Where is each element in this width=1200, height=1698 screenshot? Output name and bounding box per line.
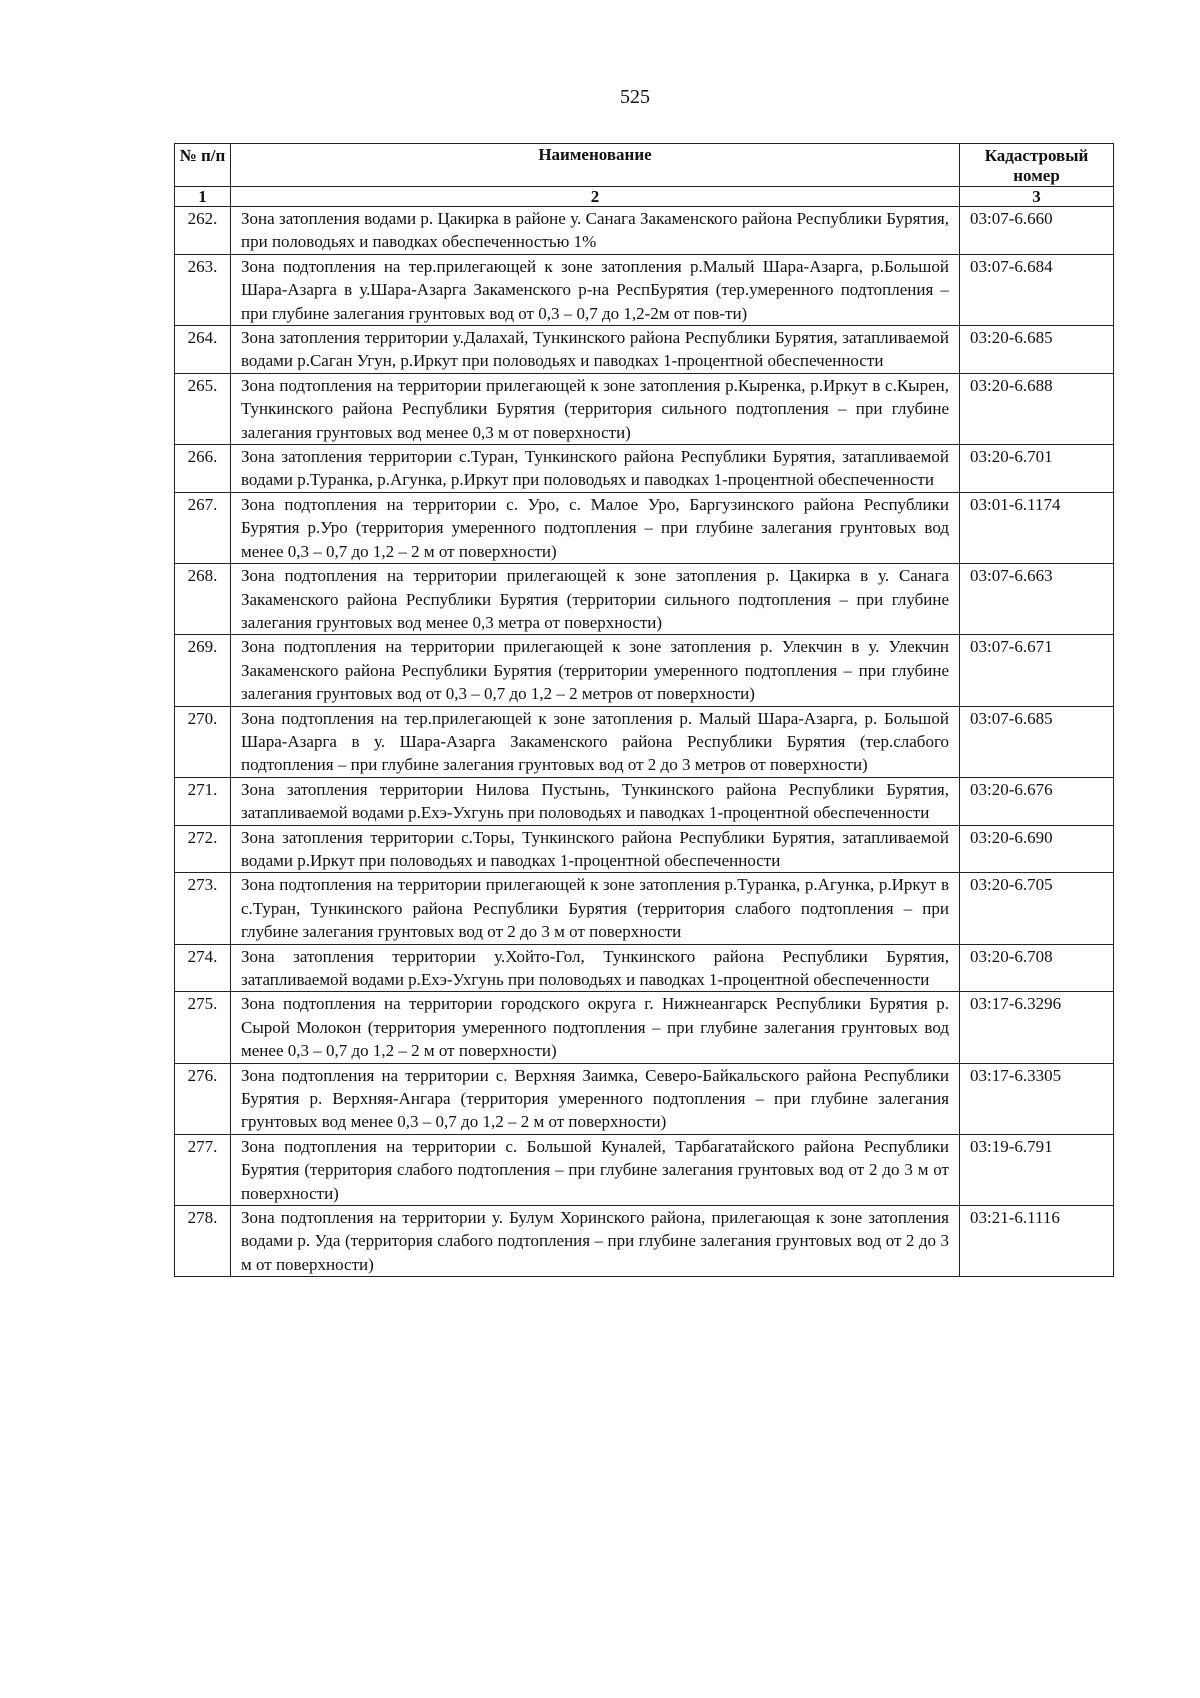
cadastral-number: 03:01-6.1174 [960, 492, 1114, 563]
row-number: 266. [175, 445, 231, 493]
cadastral-number: 03:20-6.685 [960, 326, 1114, 374]
row-number: 265. [175, 373, 231, 444]
zone-name: Зона подтопления на территории прилегающей к зоне затопления р.Кыренка, р.Иркут в с.Кырен, Тункинского района Республики Бурятия (территория сильного подтопления – при глубине залегания грунтовых вод менее 0,3 м от поверхности) [231, 373, 960, 444]
zone-name: Зона затопления территории Нилова Пустынь, Тункинского района Республики Бурятия, затапливаемой водами р.Ехэ-Ухгунь при половодьях и паводках 1-процентной обеспеченности [231, 777, 960, 825]
page-number: 525 [620, 86, 650, 108]
header-row [175, 144, 1114, 187]
zones-table [174, 143, 1114, 1277]
zone-name: Зона затопления территории с.Торы, Тункинского района Республики Бурятия, затапливаемой водами р.Иркут при половодьях и паводках 1-процентной обеспеченности [231, 825, 960, 873]
zone-name: Зона подтопления на тер.прилегающей к зоне затопления р. Малый Шара-Азарга, р. Большой Шара-Азарга в у. Шара-Азарга Закаменского района Республики Бурятия (тер.слабого подтопления – при глубине залегания грунтовых вод от 2 до 3 метров от поверхности) [231, 706, 960, 777]
row-number: 275. [175, 992, 231, 1063]
row-number: 263. [175, 254, 231, 325]
cadastral-number: 03:07-6.684 [960, 254, 1114, 325]
cadastral-number: 03:07-6.671 [960, 635, 1114, 706]
cadastral-number: 03:17-6.3296 [960, 992, 1114, 1063]
zone-name: Зона затопления территории у.Далахай, Тункинского района Республики Бурятия, затапливаемой водами р.Саган Угун, р.Иркут при половодьях и паводках 1-процентной обеспеченности [231, 326, 960, 374]
header-name: Наименование [231, 144, 960, 187]
table-row [175, 777, 1114, 825]
column-number: 3 [960, 187, 1114, 207]
cadastral-number: 03:19-6.791 [960, 1134, 1114, 1205]
row-number: 272. [175, 825, 231, 873]
table-row [175, 492, 1114, 563]
cadastral-number: 03:07-6.660 [960, 207, 1114, 255]
zone-name: Зона подтопления на тер.прилегающей к зоне затопления р.Малый Шара-Азарга, р.Большой Шара-Азарга в у.Шара-Азарга Закаменского р-на РеспБурятия (тер.умеренного подтопления – при глубине залегания грунтовых вод от 0,3 – 0,7 до 1,2-2м от пов-ти) [231, 254, 960, 325]
table-row [175, 1206, 1114, 1277]
row-number: 262. [175, 207, 231, 255]
column-number: 1 [175, 187, 231, 207]
row-number: 276. [175, 1063, 231, 1134]
table-row [175, 873, 1114, 944]
table-row [175, 254, 1114, 325]
zone-name: Зона подтопления на территории с. Верхняя Заимка, Северо-Байкальского района Республики Бурятия р. Верхняя-Ангара (территория умеренного подтопления – при глубине залегания грунтовых вод менее 0,3 – 0,7 до 1,2 – 2 м от поверхности) [231, 1063, 960, 1134]
row-number: 274. [175, 944, 231, 992]
row-number: 264. [175, 326, 231, 374]
cadastral-number: 03:20-6.688 [960, 373, 1114, 444]
zone-name: Зона подтопления на территории у. Булум Хоринского района, прилегающая к зоне затопления водами р. Уда (территория слабого подтопления – при глубине залегания грунтовых вод от 2 до 3 м от поверхности) [231, 1206, 960, 1277]
table-row [175, 1134, 1114, 1205]
table-row [175, 326, 1114, 374]
cadastral-number: 03:20-6.701 [960, 445, 1114, 493]
row-number: 268. [175, 564, 231, 635]
row-number: 271. [175, 777, 231, 825]
column-number-row [175, 187, 1114, 207]
header-number: № п/п [175, 144, 231, 187]
zone-name: Зона подтопления на территории с. Уро, с. Малое Уро, Баргузинского района Республики Бурятия р.Уро (территория умеренного подтопления – при глубине залегания грунтовых вод менее 0,3 – 0,7 до 1,2 – 2 м от поверхности) [231, 492, 960, 563]
cadastral-number: 03:17-6.3305 [960, 1063, 1114, 1134]
cadastral-number: 03:20-6.708 [960, 944, 1114, 992]
zone-name: Зона подтопления на территории прилегающей к зоне затопления р. Улекчин в у. Улекчин Закаменского района Республики Бурятия (территории умеренного подтопления – при глубине залегания грунтовых вод от 0,3 – 0,7 до 1,2 – 2 метров от поверхности) [231, 635, 960, 706]
zone-name: Зона подтопления на территории городского округа г. Нижнеангарск Республики Бурятия р. Сырой Молокон (территория умеренного подтопления – при глубине залегания грунтовых вод менее 0,3 – 0,7 до 1,2 – 2 м от поверхности) [231, 992, 960, 1063]
zone-name: Зона подтопления на территории с. Большой Куналей, Тарбагатайского района Республики Бурятия (территория слабого подтопления – при глубине залегания грунтовых вод от 2 до 3 м от поверхности) [231, 1134, 960, 1205]
cadastral-number: 03:21-6.1116 [960, 1206, 1114, 1277]
zone-name: Зона подтопления на территории прилегающей к зоне затопления р. Цакирка в у. Санага Закаменского района Республики Бурятия (территории сильного подтопления – при глубине залегания грунтовых вод менее 0,3 метра от поверхности) [231, 564, 960, 635]
table-row [175, 825, 1114, 873]
cadastral-number: 03:07-6.663 [960, 564, 1114, 635]
cadastral-number: 03:20-6.676 [960, 777, 1114, 825]
row-number: 273. [175, 873, 231, 944]
table-row [175, 1063, 1114, 1134]
cadastral-number: 03:20-6.690 [960, 825, 1114, 873]
table-row [175, 564, 1114, 635]
row-number: 267. [175, 492, 231, 563]
zone-name: Зона затопления территории у.Хойто-Гол, Тункинского района Республики Бурятия, затапливаемой водами р.Ехэ-Ухгунь при половодьях и паводках 1-процентной обеспеченности [231, 944, 960, 992]
table-row [175, 944, 1114, 992]
row-number: 270. [175, 706, 231, 777]
table-row [175, 373, 1114, 444]
row-number: 277. [175, 1134, 231, 1205]
header-cadastral: Кадастровый номер [960, 144, 1114, 187]
row-number: 269. [175, 635, 231, 706]
cadastral-number: 03:20-6.705 [960, 873, 1114, 944]
table-body [175, 207, 1114, 1277]
table-header [175, 144, 1114, 207]
table-row [175, 445, 1114, 493]
zone-name: Зона подтопления на территории прилегающей к зоне затопления р.Туранка, р.Агунка, р.Иркут в с.Туран, Тункинского района Республики Бурятия (территория слабого подтопления – при глубине залегания грунтовых вод от 2 до 3 м от поверхности [231, 873, 960, 944]
table-row [175, 207, 1114, 255]
table-row [175, 706, 1114, 777]
column-number: 2 [231, 187, 960, 207]
zone-name: Зона затопления водами р. Цакирка в районе у. Санага Закаменского района Республики Бурятия, при половодьях и паводках обеспеченностью 1% [231, 207, 960, 255]
row-number: 278. [175, 1206, 231, 1277]
zone-name: Зона затопления территории с.Туран, Тункинского района Республики Бурятия, затапливаемой водами р.Туранка, р.Агунка, р.Иркут при половодьях и паводках 1-процентной обеспеченности [231, 445, 960, 493]
table-row [175, 635, 1114, 706]
table-row [175, 992, 1114, 1063]
cadastral-number: 03:07-6.685 [960, 706, 1114, 777]
